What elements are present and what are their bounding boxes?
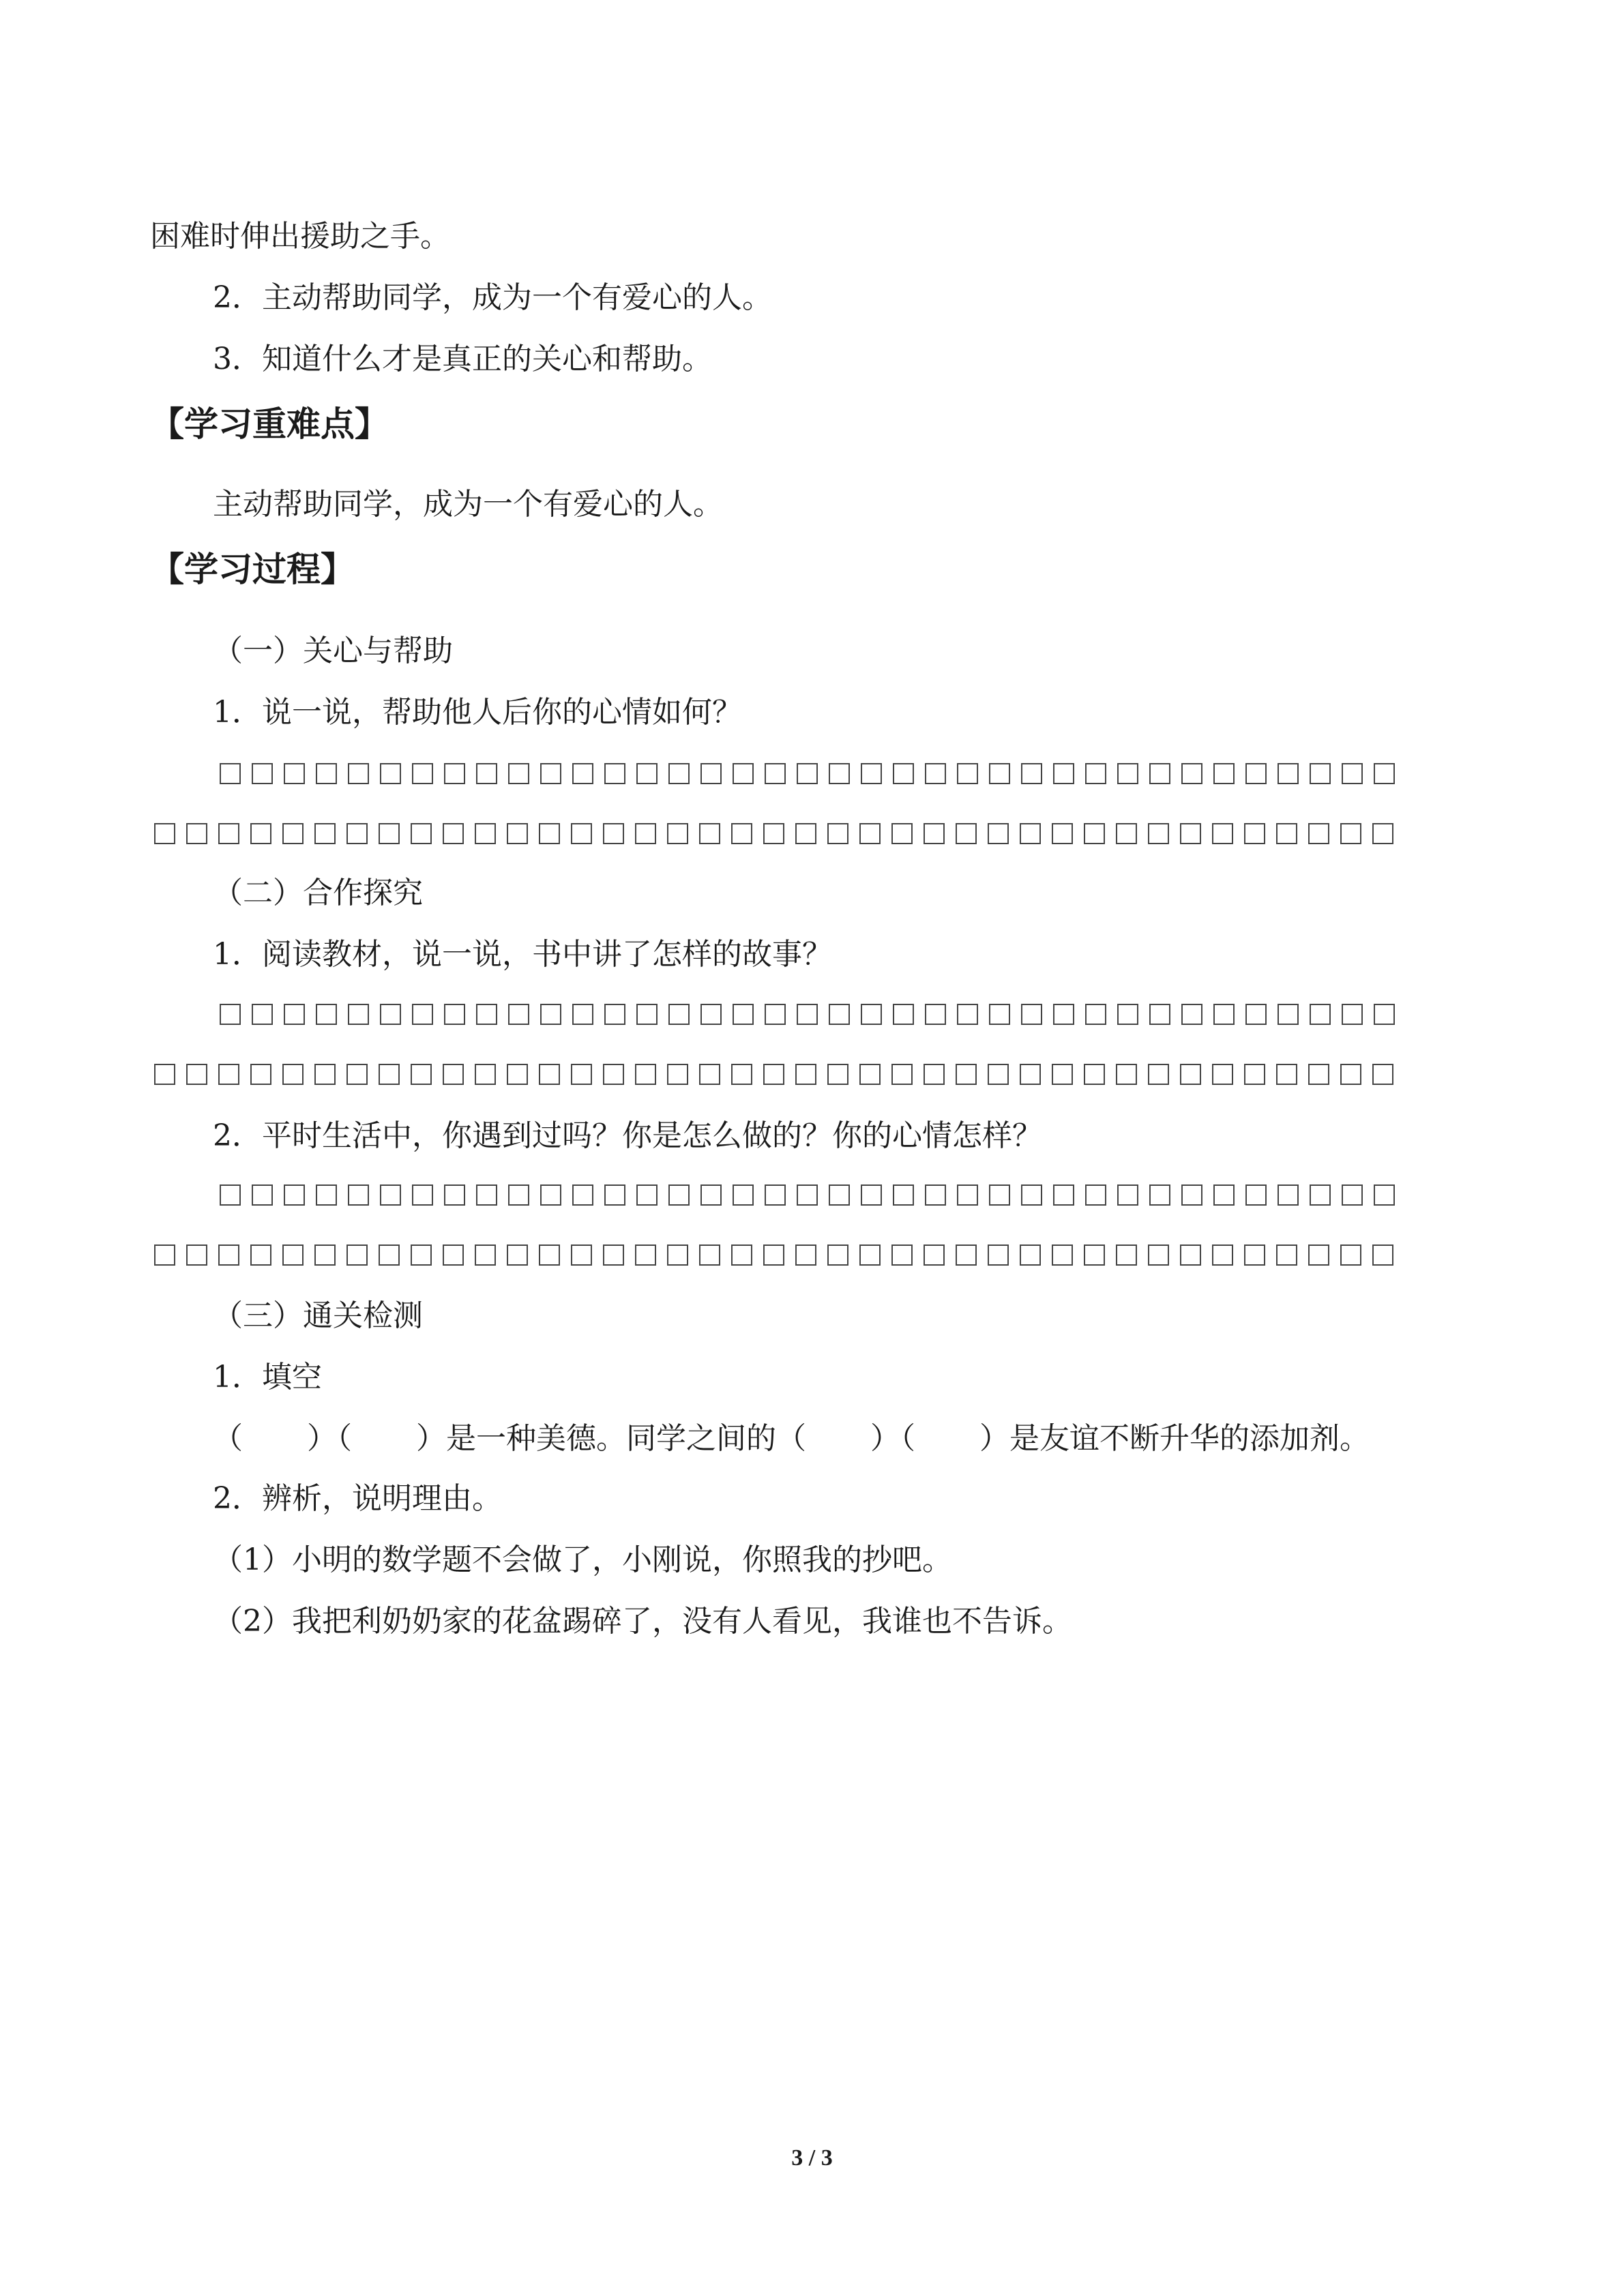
key-points-heading: 【学习重难点】: [150, 404, 389, 444]
answer-box: [412, 763, 433, 784]
answer-box: [795, 1244, 816, 1266]
answer-box: [988, 1064, 1009, 1085]
answer-box: [314, 1244, 336, 1266]
answer-box: [379, 1064, 400, 1085]
answer-box: [763, 1064, 784, 1085]
answer-box: [508, 1004, 529, 1025]
paren-join: ）（: [307, 1421, 352, 1456]
sentence-end: ）是友谊不断升华的添加剂。: [979, 1421, 1370, 1456]
answer-box: [1149, 763, 1170, 784]
answer-box: [444, 1004, 465, 1025]
answer-box: [1021, 1004, 1042, 1025]
answer-box: [700, 1184, 722, 1206]
answer-box: [1340, 1244, 1361, 1266]
answer-box: [635, 1064, 656, 1085]
answer-box: [1117, 1004, 1138, 1025]
answer-box: [1116, 823, 1137, 844]
answer-box: [316, 763, 337, 784]
answer-box: [699, 1064, 720, 1085]
answer-box: [572, 1184, 593, 1206]
answer-box: [284, 1004, 305, 1025]
answer-box: [218, 1064, 239, 1085]
answer-box: [1020, 823, 1041, 844]
answer-box: [539, 1064, 560, 1085]
answer-box: [1372, 1244, 1393, 1266]
answer-box: [731, 823, 752, 844]
answer-box: [861, 763, 882, 784]
answer-box: [282, 1244, 304, 1266]
answer-box: [891, 1244, 913, 1266]
answer-box: [443, 1244, 464, 1266]
answer-box: [284, 1184, 305, 1206]
objective-item-3: 3．知道什么才是真正的关心和帮助。: [213, 342, 712, 376]
answer-box: [412, 1004, 433, 1025]
answer-box: [316, 1004, 337, 1025]
answer-box: [1180, 1244, 1201, 1266]
answer-box: [797, 763, 818, 784]
answer-box: [667, 1244, 688, 1266]
answer-box: [186, 1064, 207, 1085]
answer-box: [956, 1244, 977, 1266]
answer-box: [476, 763, 497, 784]
answer-box: [636, 763, 658, 784]
part3-question-2: 2．辨析，说明理由。: [213, 1481, 502, 1516]
answer-box: [1310, 1184, 1331, 1206]
answer-box: [539, 1244, 560, 1266]
answer-box: [795, 823, 816, 844]
part3-title: （三）通关检测: [213, 1298, 423, 1333]
answer-box: [220, 1004, 241, 1025]
answer-box: [733, 763, 754, 784]
answer-box: [924, 1244, 945, 1266]
answer-box: [1020, 1064, 1041, 1085]
answer-box: [571, 1244, 592, 1266]
answer-box: [988, 823, 1009, 844]
answer-box: [1213, 763, 1235, 784]
answer-box: [348, 763, 369, 784]
page-number: 3 / 3: [791, 2145, 833, 2171]
answer-box: [925, 763, 946, 784]
answer-box: [765, 1004, 786, 1025]
answer-box: [1085, 763, 1106, 784]
answer-box: [1374, 763, 1395, 784]
answer-box: [380, 1184, 401, 1206]
answer-box: [635, 1244, 656, 1266]
part3-question-1: 1．填空: [213, 1360, 322, 1395]
part2-title: （二）合作探究: [213, 876, 423, 910]
answer-boxes: [220, 758, 1406, 788]
answer-box: [1181, 1004, 1202, 1025]
answer-box: [700, 763, 722, 784]
answer-box: [893, 1004, 914, 1025]
answer-box: [252, 1184, 273, 1206]
answer-box: [1085, 1184, 1106, 1206]
answer-box: [829, 763, 850, 784]
answer-box: [989, 1184, 1010, 1206]
answer-box: [699, 823, 720, 844]
answer-box: [444, 1184, 465, 1206]
answer-box: [1342, 1184, 1363, 1206]
answer-box: [1052, 1064, 1073, 1085]
sentence-middle: ）是一种美德。同学之间的（: [416, 1421, 806, 1456]
answer-box: [1180, 823, 1201, 844]
answer-box: [1181, 1184, 1202, 1206]
answer-box: [220, 1184, 241, 1206]
answer-box: [1148, 823, 1169, 844]
answer-box: [1342, 763, 1363, 784]
answer-box: [379, 823, 400, 844]
answer-box: [379, 1244, 400, 1266]
answer-box: [891, 823, 913, 844]
answer-box: [668, 1004, 690, 1025]
answer-box: [154, 1244, 175, 1266]
answer-box: [668, 763, 690, 784]
answer-box: [284, 763, 305, 784]
answer-box: [603, 1064, 624, 1085]
answer-box: [1116, 1064, 1137, 1085]
answer-box: [154, 823, 175, 844]
answer-box: [604, 1184, 625, 1206]
answer-boxes: [220, 1180, 1406, 1210]
answer-box: [572, 763, 593, 784]
answer-box: [893, 1184, 914, 1206]
answer-box: [1244, 1064, 1265, 1085]
answer-box: [1212, 1244, 1233, 1266]
answer-box: [282, 823, 304, 844]
answer-box: [316, 1184, 337, 1206]
answer-boxes: [154, 1240, 1404, 1270]
answer-box: [1180, 1064, 1201, 1085]
answer-box: [1245, 763, 1267, 784]
answer-box: [1084, 1064, 1105, 1085]
answer-box: [539, 823, 560, 844]
answer-box: [859, 823, 881, 844]
answer-box: [604, 1004, 625, 1025]
answer-box: [252, 763, 273, 784]
answer-box: [220, 763, 241, 784]
answer-box: [1278, 763, 1299, 784]
answer-box: [861, 1004, 882, 1025]
answer-box: [540, 1004, 561, 1025]
answer-box: [924, 823, 945, 844]
answer-box: [797, 1004, 818, 1025]
answer-box: [603, 823, 624, 844]
answer-box: [859, 1244, 881, 1266]
answer-box: [252, 1004, 273, 1025]
answer-box: [348, 1004, 369, 1025]
answer-box: [1148, 1244, 1169, 1266]
answer-box: [1244, 1244, 1265, 1266]
paren-open: （: [213, 1421, 243, 1456]
answer-box: [346, 1244, 368, 1266]
answer-box: [572, 1004, 593, 1025]
part2-question-2: 2．平时生活中，你遇到过吗？你是怎么做的？你的心情怎样？: [213, 1118, 1042, 1153]
answer-box: [1278, 1184, 1299, 1206]
answer-box: [250, 1064, 271, 1085]
answer-box: [1149, 1004, 1170, 1025]
answer-box: [1084, 1244, 1105, 1266]
answer-box: [636, 1184, 658, 1206]
answer-box: [475, 1244, 496, 1266]
answer-box: [957, 1184, 978, 1206]
answer-box: [411, 823, 432, 844]
answer-box: [827, 823, 848, 844]
answer-box: [507, 1244, 528, 1266]
answer-box: [859, 1064, 881, 1085]
answer-box: [314, 1064, 336, 1085]
part1-title: （一）关心与帮助: [213, 633, 453, 668]
answer-box: [1245, 1184, 1267, 1206]
answer-box: [1308, 823, 1329, 844]
answer-box: [1084, 823, 1105, 844]
answer-box: [1053, 763, 1074, 784]
answer-box: [1340, 823, 1361, 844]
answer-box: [1278, 1004, 1299, 1025]
answer-box: [475, 823, 496, 844]
answer-box: [186, 1244, 207, 1266]
process-heading: 【学习过程】: [150, 550, 355, 589]
answer-box: [1053, 1004, 1074, 1025]
answer-box: [731, 1064, 752, 1085]
answer-box: [1213, 1004, 1235, 1025]
answer-box: [1117, 763, 1138, 784]
answer-box: [603, 1244, 624, 1266]
answer-box: [604, 763, 625, 784]
answer-boxes: [154, 818, 1404, 848]
fill-in-blank-sentence: [213, 1418, 1370, 1459]
answer-box: [411, 1064, 432, 1085]
answer-box: [348, 1184, 369, 1206]
answer-box: [540, 1184, 561, 1206]
answer-box: [1276, 823, 1297, 844]
part3-question-2-item-1: （1）小明的数学题不会做了，小刚说，你照我的抄吧。: [213, 1542, 952, 1577]
answer-box: [1212, 823, 1233, 844]
answer-box: [700, 1004, 722, 1025]
answer-box: [733, 1184, 754, 1206]
answer-box: [1213, 1184, 1235, 1206]
answer-box: [346, 823, 368, 844]
answer-box: [668, 1184, 690, 1206]
answer-box: [475, 1064, 496, 1085]
answer-box: [380, 763, 401, 784]
answer-box: [1053, 1184, 1074, 1206]
answer-box: [1310, 1004, 1331, 1025]
answer-box: [154, 1064, 175, 1085]
answer-box: [412, 1184, 433, 1206]
answer-box: [956, 1064, 977, 1085]
answer-box: [508, 763, 529, 784]
answer-box: [186, 823, 207, 844]
answer-box: [957, 763, 978, 784]
answer-box: [829, 1004, 850, 1025]
answer-box: [1052, 823, 1073, 844]
objective-item-2: 2．主动帮助同学，成为一个有爱心的人。: [213, 280, 772, 315]
answer-box: [1342, 1004, 1363, 1025]
answer-box: [380, 1004, 401, 1025]
paren-join: ）（: [870, 1421, 915, 1456]
answer-box: [1116, 1244, 1137, 1266]
answer-box: [507, 1064, 528, 1085]
answer-box: [1308, 1064, 1329, 1085]
answer-box: [1372, 823, 1393, 844]
answer-box: [1245, 1004, 1267, 1025]
answer-box: [346, 1064, 368, 1085]
answer-box: [508, 1184, 529, 1206]
answer-box: [893, 763, 914, 784]
answer-box: [1276, 1244, 1297, 1266]
answer-box: [218, 823, 239, 844]
answer-box: [797, 1184, 818, 1206]
answer-box: [891, 1064, 913, 1085]
answer-box: [1020, 1244, 1041, 1266]
answer-box: [476, 1004, 497, 1025]
answer-box: [444, 763, 465, 784]
answer-box: [1085, 1004, 1106, 1025]
answer-box: [988, 1244, 1009, 1266]
answer-box: [1052, 1244, 1073, 1266]
answer-box: [925, 1004, 946, 1025]
answer-box: [250, 1244, 271, 1266]
answer-box: [827, 1244, 848, 1266]
answer-box: [989, 1004, 1010, 1025]
answer-box: [667, 1064, 688, 1085]
answer-box: [282, 1064, 304, 1085]
answer-box: [636, 1004, 658, 1025]
answer-boxes: [220, 999, 1406, 1029]
answer-box: [1374, 1004, 1395, 1025]
answer-box: [1148, 1064, 1169, 1085]
answer-box: [1310, 763, 1331, 784]
answer-box: [956, 823, 977, 844]
part1-question-1: 1．说一说，帮助他人后你的心情如何？: [213, 695, 742, 730]
answer-box: [765, 763, 786, 784]
answer-box: [733, 1004, 754, 1025]
answer-box: [1374, 1184, 1395, 1206]
answer-box: [411, 1244, 432, 1266]
part3-question-2-item-2: （2）我把利奶奶家的花盆踢碎了，没有人看见，我谁也不告诉。: [213, 1604, 1072, 1639]
answer-box: [635, 823, 656, 844]
objectives-line-continued: 困难时伸出援助之手。: [150, 219, 450, 254]
answer-box: [765, 1184, 786, 1206]
answer-box: [314, 823, 336, 844]
answer-box: [476, 1184, 497, 1206]
answer-box: [1117, 1184, 1138, 1206]
answer-boxes: [154, 1059, 1404, 1089]
answer-box: [1021, 1184, 1042, 1206]
answer-box: [443, 1064, 464, 1085]
answer-box: [827, 1064, 848, 1085]
answer-box: [1276, 1064, 1297, 1085]
answer-box: [1149, 1184, 1170, 1206]
answer-box: [763, 823, 784, 844]
answer-box: [507, 823, 528, 844]
answer-box: [571, 1064, 592, 1085]
answer-box: [1372, 1064, 1393, 1085]
answer-box: [924, 1064, 945, 1085]
answer-box: [443, 823, 464, 844]
answer-box: [1181, 763, 1202, 784]
answer-box: [795, 1064, 816, 1085]
key-points-text: 主动帮助同学，成为一个有爱心的人。: [213, 487, 723, 522]
answer-box: [925, 1184, 946, 1206]
answer-box: [829, 1184, 850, 1206]
answer-box: [1308, 1244, 1329, 1266]
answer-box: [540, 763, 561, 784]
answer-box: [763, 1244, 784, 1266]
answer-box: [699, 1244, 720, 1266]
answer-box: [1340, 1064, 1361, 1085]
answer-box: [731, 1244, 752, 1266]
answer-box: [250, 823, 271, 844]
answer-box: [1244, 823, 1265, 844]
answer-box: [1212, 1064, 1233, 1085]
answer-box: [218, 1244, 239, 1266]
part2-question-1: 1．阅读教材，说一说，书中讲了怎样的故事？: [213, 937, 832, 972]
answer-box: [861, 1184, 882, 1206]
answer-box: [989, 763, 1010, 784]
answer-box: [667, 823, 688, 844]
answer-box: [1021, 763, 1042, 784]
answer-box: [957, 1004, 978, 1025]
answer-box: [571, 823, 592, 844]
